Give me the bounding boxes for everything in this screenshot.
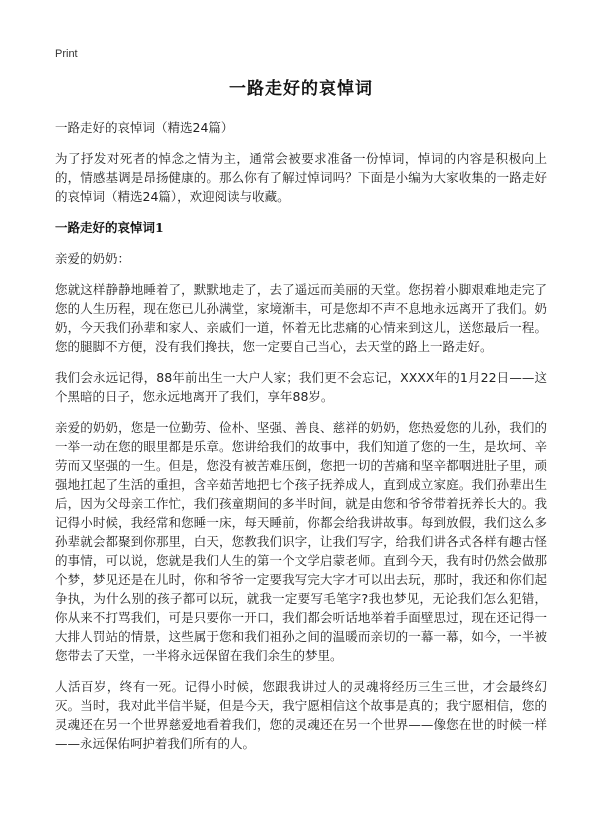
page-title: 一路走好的哀悼词 xyxy=(229,79,373,99)
greeting: 亲爱的奶奶： xyxy=(55,251,131,266)
body-paragraph: 人活百岁，终有一死。记得小时候，您跟我讲过人的灵魂将经历三生三世，才会最终幻灭。当时，我对此半信半疑，但是今天，我宁愿相信这个故事是真的；我宁愿相信，您的灵魂还在另一个世界慈爱地看着我们，您的灵魂还在另一个世界——像您在世的时候一样——永远保佑呵护着我们所有的人。 xyxy=(55,679,547,751)
print-link[interactable]: Print xyxy=(55,48,78,60)
section-heading: 一路走好的哀悼词1 xyxy=(55,220,164,235)
document-subtitle: 一路走好的哀悼词（精选24篇） xyxy=(55,120,234,135)
body-paragraph: 亲爱的奶奶，您是一位勤劳、俭朴、坚强、善良、慈祥的奶奶，您热爱您的儿孙，我们的一举一动在您的眼里都是乐章。您讲给我们的故事中，我们知道了您的一生，是坎坷、辛劳而又坚强的一生。但是，您没有被苦难压倒，您把一切的苦痛和坚辛都咽进肚子里，顽强地扛起了生活的重担，含辛茹苦地把七个孩子抚养成人，直到成立家庭。我们孙辈出生后，因为父母亲工作忙，我们孩童期间的多半时间，就是由您和爷爷带着抚养长大的。我记得小时候，我经常和您睡一床，每天睡前，你都会给我讲故事。每到放假，我们这么多孙辈就会都聚到你那里，白天，您教我们识字，让我们写字，给我们讲各式各样有趣古怪的事情，可以说，您就是我们人生的第一个文学启蒙老师。直到今天，我有时仍然会做那个梦，梦见还是在儿时，你和爷爷一定要我写完大字才可以出去玩，那时，我还和你们起争执，为什么别的孩子都可以玩，就我一定要写毛笔字?我也梦见，无论我们怎么犯错，你从来不打骂我们，可是只要你一开口，我们都会听话地举着手面壁思过，现在还记得一大排人罚站的情景，这些属于您和我们祖孙之间的温暖而亲切的一幕一幕，如今，一半被您带去了天堂，一半将永远保留在我们余生的梦里。 xyxy=(55,420,547,663)
intro-paragraph: 为了抒发对死者的悼念之情为主，通常会被要求准备一份悼词，悼词的内容是积极向上的，情感基调是昂扬健康的。那么你有了解过悼词吗？下面是小编为大家收集的一路走好的哀悼词（精选24篇），欢迎阅读与收藏。 xyxy=(55,151,547,204)
body-paragraph: 我们会永远记得，88年前出生一大户人家；我们更不会忘记，XXXX年的1月22日——这个黑暗的日子，您永远地离开了我们，享年88岁。 xyxy=(55,370,547,404)
body-paragraph: 您就这样静静地睡着了，默默地走了，去了遥远而美丽的天堂。您拐着小脚艰难地走完了您的人生历程，现在您已儿孙满堂，家境渐丰，可是您却不声不息地永远离开了我们。奶奶，今天我们孙辈和家人、亲戚们一道，怀着无比悲痛的心情来到这儿，送您最后一程。您的腿脚不方便，没有我们搀扶，您一定要自己当心，去天堂的路上一路走好。 xyxy=(55,282,547,354)
document-body xyxy=(55,76,547,753)
